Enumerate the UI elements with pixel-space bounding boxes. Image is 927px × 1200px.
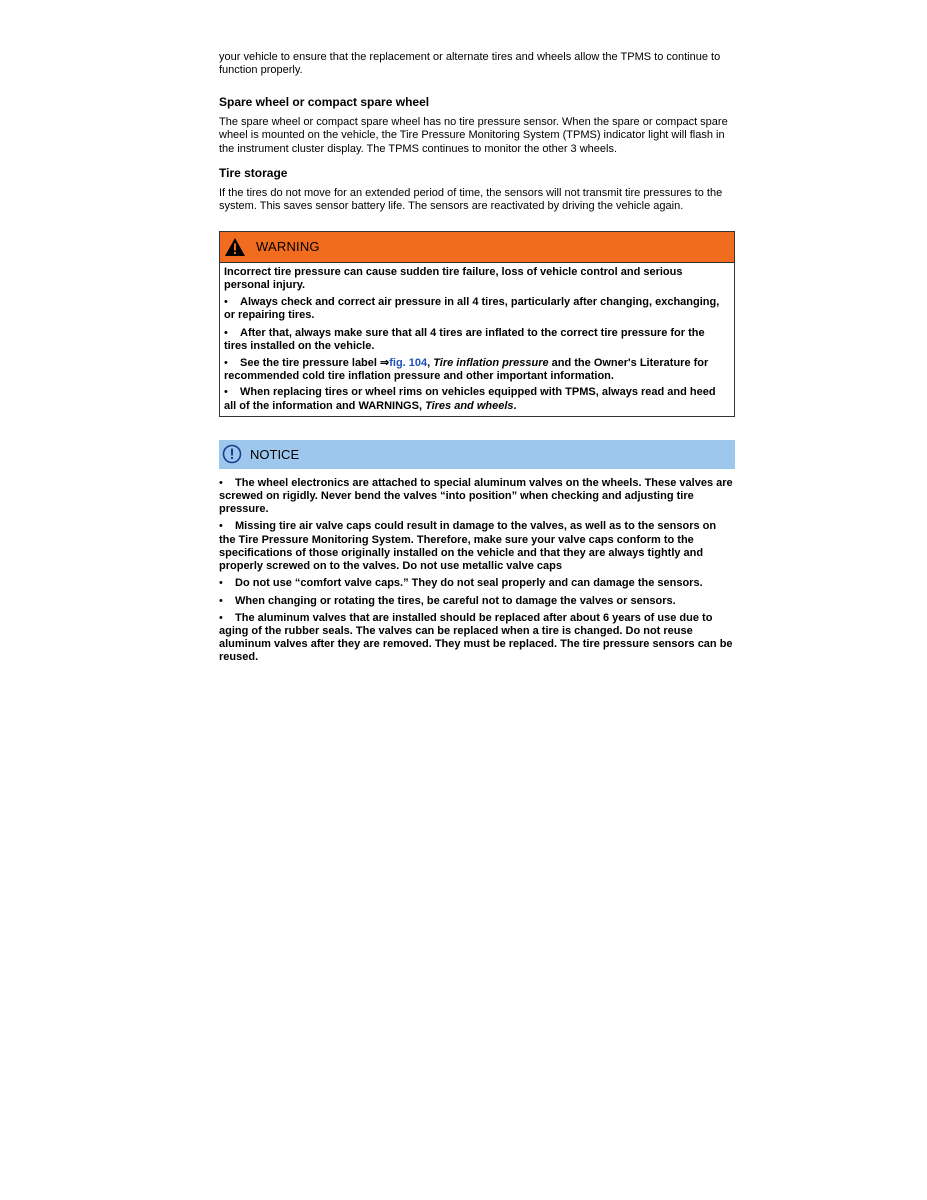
warning-body: [220, 263, 734, 416]
spare-wheel-paragraph: The spare wheel or compact spare wheel has no tire pressure sensor. When the spare or compact spare wheel is mounted on the vehicle, the Tire Pressure Monitoring System (TPMS) indicator light will flash in the instrument cluster display. The TPMS continues to monitor the other 3 wheels.: [219, 115, 728, 155]
warning-intro: Incorrect tire pressure can cause sudden tire failure, loss of vehicle control and serious personal injury.: [224, 265, 683, 292]
notice-item: • Do not use “comfort valve caps.” They do not seal properly and can damage the sensors.: [219, 577, 735, 590]
warning-item: • After that, always make sure that all 4 tires are inflated to the correct tire pressure for the tires installed on the vehicle.: [224, 327, 730, 353]
warning-triangle-icon: [224, 237, 246, 257]
notice-item: • The aluminum valves that are installed should be replaced after about 6 years of use due to aging of the rubber seals. The valves can be replaced when a tire is changed. Do not reuse aluminum valves after they are removed. They must be replaced. The tire pressure sensors can be reused.: [219, 612, 735, 665]
fig-104-link[interactable]: fig. 104: [389, 357, 428, 370]
warning-item3-prefix: See the tire pressure label: [240, 357, 381, 370]
notice-header: [219, 440, 735, 469]
notice-body: [219, 477, 735, 665]
warning-item: [224, 386, 730, 412]
notice-item: • The wheel electronics are attached to special aluminum valves on the wheels. These valves are screwed on rigidly. Never bend the valves “into position” when checking and adjusting tire pressure.: [219, 477, 735, 517]
tire-storage-heading: Tire storage: [219, 166, 288, 181]
notice-item: • When changing or rotating the tires, be careful not to damage the valves or sensors.: [219, 595, 735, 608]
warning-item3-comma: ,: [427, 357, 434, 370]
page-content: [219, 51, 735, 665]
intro-paragraph: your vehicle to ensure that the replacement or alternate tires and wheels allow the TPMS to continue to function properly.: [219, 51, 721, 77]
notice-title: NOTICE: [250, 446, 300, 462]
exclamation-circle-icon: [222, 444, 242, 464]
warning-item4-suffix: .: [513, 399, 517, 412]
warning-title: WARNING: [256, 239, 320, 255]
warning-item: • Always check and correct air pressure in all 4 tires, particularly after changing, exchanging, or repairing tires.: [224, 296, 730, 322]
spare-wheel-heading: Spare wheel or compact spare wheel: [219, 94, 430, 109]
arrow-icon: ⇒: [380, 357, 390, 370]
notice-item: • Missing tire air valve caps could result in damage to the valves, as well as to the sensors on the Tire Pressure Monitoring System. Therefore, make sure your valve caps conform to the specifications of those originally installed on the vehicle and that they are always tightly and properly screwed on to the valves. Do not use metallic valve caps: [219, 520, 735, 573]
tire-inflation-pressure-ref: Tire inflation pressure: [433, 357, 549, 370]
warning-item4-prefix: When replacing tires or wheel rims on vehicles equipped with TPMS, always read and heed all of the information and WARNINGS,: [224, 386, 716, 412]
tires-and-wheels-ref: Tires and wheels: [425, 399, 514, 412]
warning-item: [224, 357, 730, 383]
tire-storage-paragraph: If the tires do not move for an extended period of time, the sensors will not transmit tire pressures to the system. This saves sensor battery life. The sensors are reactivated by driving the vehicle again.: [219, 187, 723, 213]
warning-box: [219, 231, 735, 417]
warning-item3-suffix: and the Owner's Literature for recommended cold tire inflation pressure and other important information.: [224, 357, 709, 383]
warning-header: [220, 232, 734, 263]
